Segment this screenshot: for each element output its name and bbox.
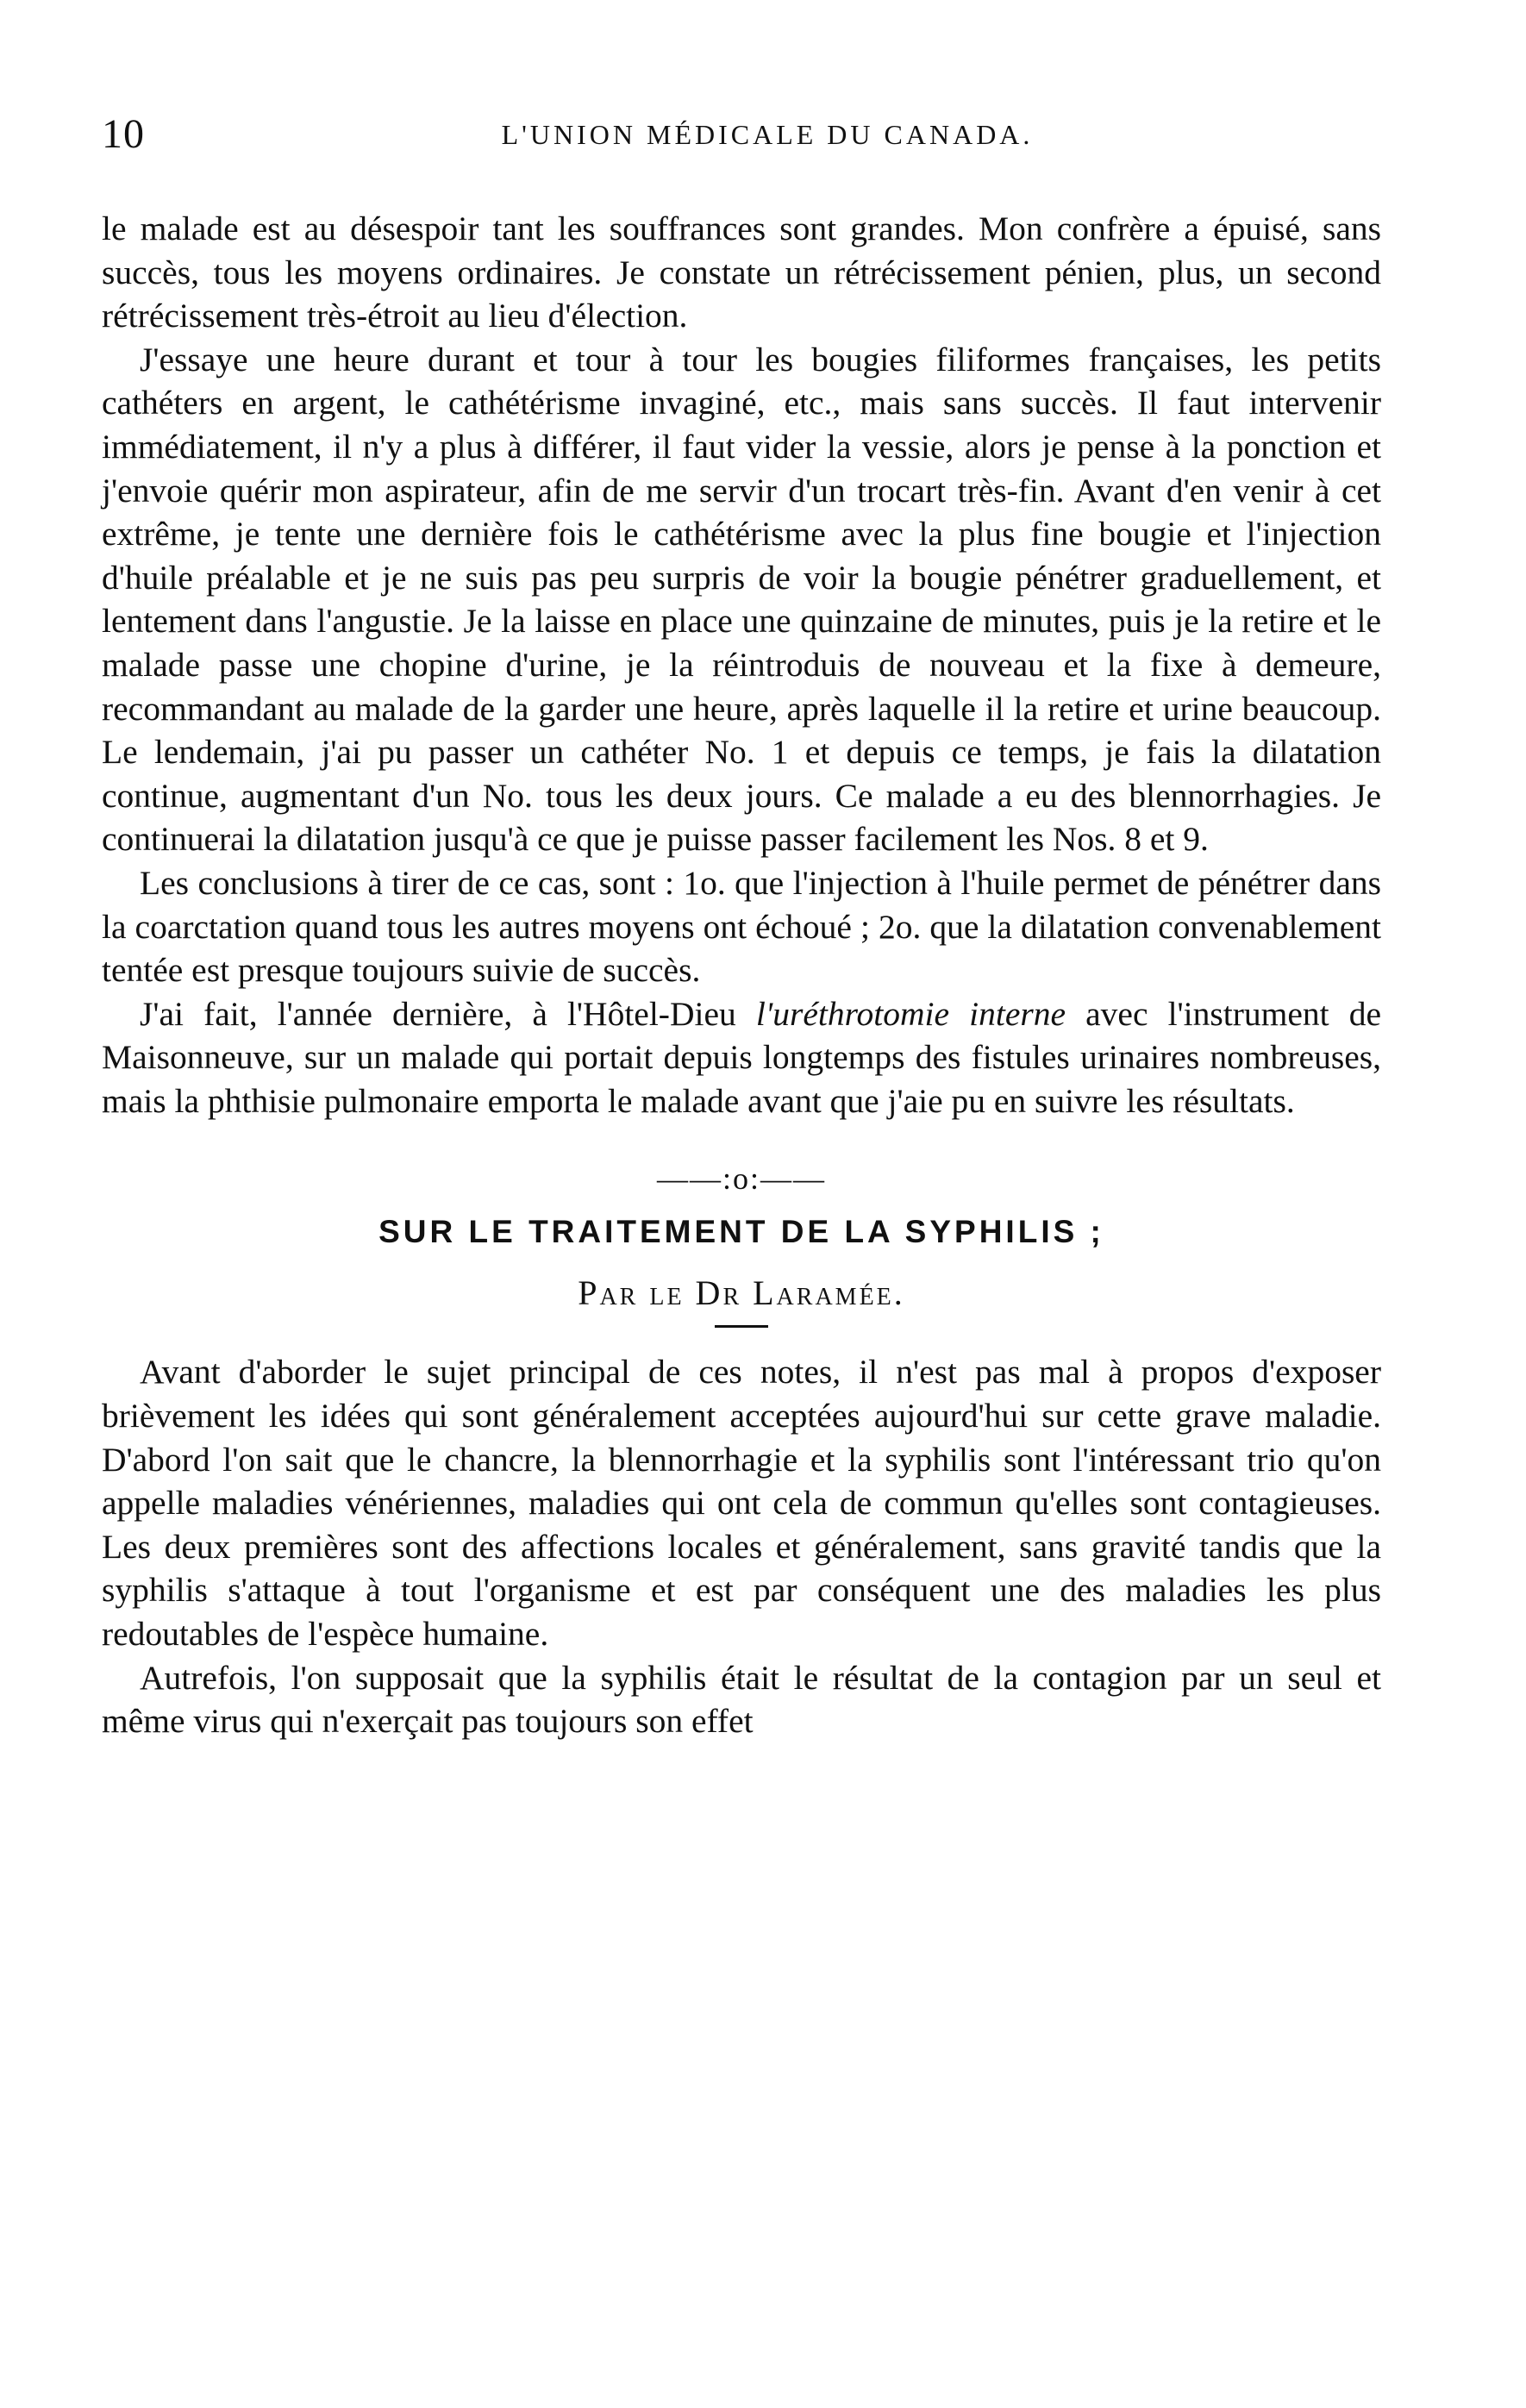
article-paragraph-1: Avant d'aborder le sujet principal de ces notes, il n'est pas mal à propos d'exposer brièvement les idées qui sont généralement acceptées aujourd'hui sur cette grave maladie. D'abord l'on sait que le chancre, la blennorrhagie et la syphilis sont l'intéressant trio qu'on appelle maladies vénériennes, maladies qui ont cela de commun qu'elles sont contagieuses. Les deux premières sont des affections locales et généralement, sans gravité tandis que la syphilis s'attaque à tout l'organisme et est par conséquent une des maladies les plus redoutables de l'espèce humaine. xyxy=(102,1353,1381,1654)
paragraph-4 xyxy=(102,992,1381,1123)
paragraph-1: le malade est au désespoir tant les souffrances sont grandes. Mon confrère a épuisé, sans succès, tous les moyens ordinaires. Je constate un rétrécissement pénien, plus, un second rétrécissement très-étroit au lieu d'élection. xyxy=(102,210,1381,335)
page-header xyxy=(102,110,1381,162)
page-number: 10 xyxy=(102,111,145,157)
running-head: L'UNION MÉDICALE DU CANADA. xyxy=(501,119,1034,150)
article-byline: Par le Dr Laramée. xyxy=(578,1273,905,1313)
paragraph-3: Les conclusions à tirer de ce cas, sont : 1o. que l'injection à l'huile permet de pénétrer dans la coarctation quand tous les autres moyens ont échoué ; 2o. que la dilatation convenablement tentée est presque toujours suivie de succès. xyxy=(102,863,1381,990)
paragraph-4-before: J'ai fait, l'année dernière, à l'Hôtel-Dieu xyxy=(140,994,756,1033)
paragraph-2: J'essaye une heure durant et tour à tour les bougies filiformes françaises, les petits cathéters en argent, le cathétérisme invaginé, etc., mais sans succès. Il faut intervenir immédiatement, il n'y a plus à différer, il faut vider la vessie, alors je pense à la ponction et j'envoie quérir mon aspirateur, afin de me servir d'un trocart très-fin. Avant d'en venir à cet extrême, je tente une dernière fois le cathétérisme avec la plus fine bougie et l'injection d'huile préalable et je ne suis pas peu surpris de voir la bougie pénétrer graduellement, et lentement dans l'angustie. Je la laisse en place une quinzaine de minutes, puis je la retire et le malade passe une chopine d'urine, je la réintroduis de nouveau et la fixe à demeure, recommandant au malade de la garder une heure, après laquelle il la retire et urine beaucoup. Le lendemain, j'ai pu passer un cathéter No. 1 et depuis ce temps, je fais la dilatation continue, augmentant d'un No. tous les deux jours. Ce malade a eu des blennorrhagies. Je continuerai la dilatation jusqu'à ce que je puisse passer facilement les Nos. 8 et 9. xyxy=(102,340,1381,859)
book-page xyxy=(102,110,1381,1743)
byline-rule xyxy=(715,1325,768,1328)
article-paragraph-2: Autrefois, l'on supposait que la syphilis était le résultat de la contagion par un seul et même virus qui n'exerçait pas toujours son effet xyxy=(102,1658,1381,1741)
article-title: SUR LE TRAITEMENT DE LA SYPHILIS ; xyxy=(378,1214,1104,1250)
paragraph-4-italic: l'uréthrotomie interne xyxy=(755,994,1066,1033)
paragraph-4-after: avec l'instrument de Maisonneuve, sur un malade qui portait depuis longtemps des fistules urinaires nombreuses, mais la phthisie pulmonaire emporta le malade avant que j'aie pu en suivre les résultats. xyxy=(102,994,1381,1120)
section-separator: ——:o:—— xyxy=(656,1161,826,1197)
